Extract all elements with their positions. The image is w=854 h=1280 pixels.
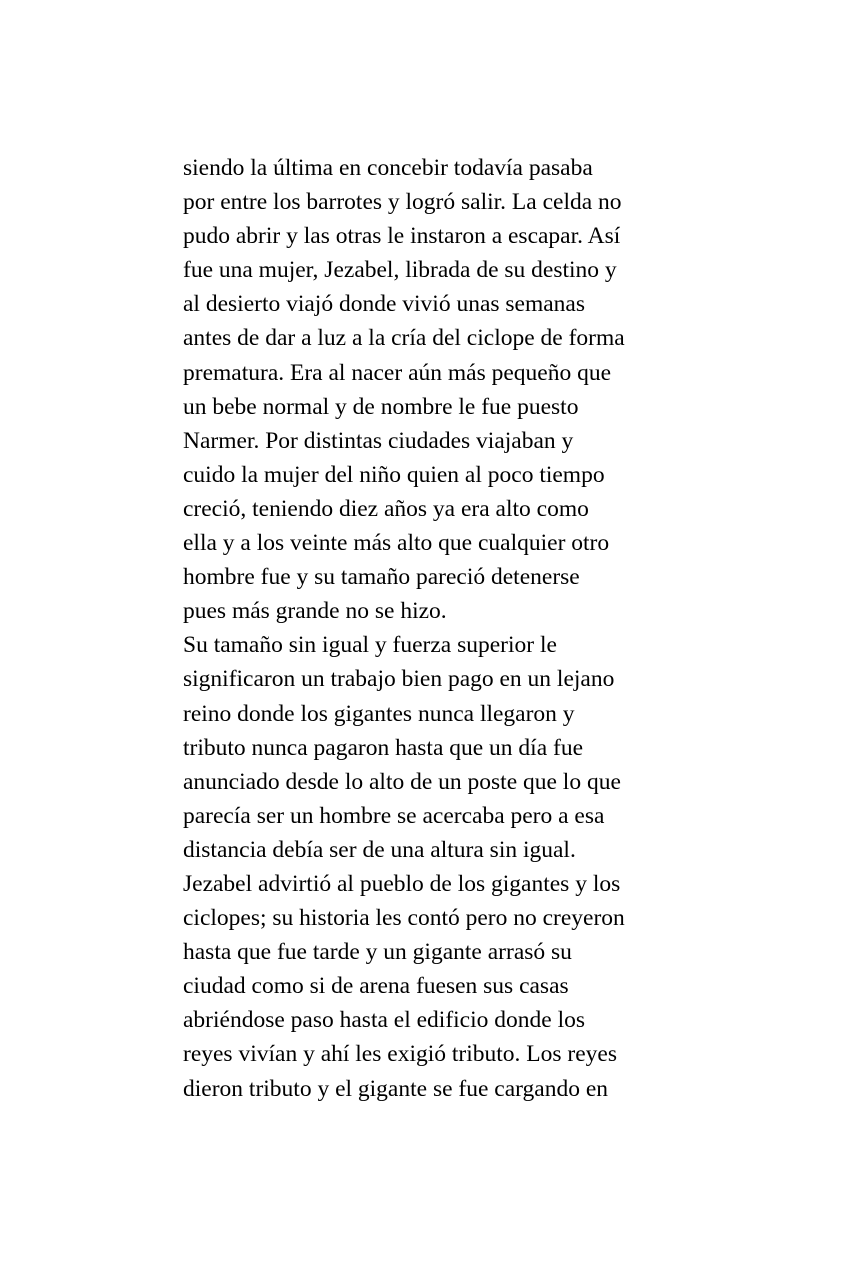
text-line: un bebe normal y de nombre le fue puesto xyxy=(183,393,579,420)
text-line: reino donde los gigantes nunca llegaron y xyxy=(183,700,575,727)
text-line: pudo abrir y las otras le instaron a escapar. Así xyxy=(183,223,621,250)
text-line: prematura. Era al nacer aún más pequeño que xyxy=(183,359,612,386)
text-line: abriéndose paso hasta el edificio donde los xyxy=(183,1007,585,1034)
text-line: distancia debía ser de una altura sin igual. xyxy=(183,836,576,863)
text-line: al desierto viajó donde vivió unas semanas xyxy=(183,291,586,318)
text-line: Su tamaño sin igual y fuerza superior le xyxy=(183,632,557,659)
text-line: siendo la última en concebir todavía pasaba xyxy=(183,155,593,181)
text-line: ciclopes; su historia les contó pero no creyeron xyxy=(183,905,625,932)
text-line: parecía ser un hombre se acercaba pero a esa xyxy=(183,802,605,829)
text-line: hasta que fue tarde y un gigante arrasó su xyxy=(183,939,572,966)
text-line: hombre fue y su tamaño pareció detenerse xyxy=(183,564,580,591)
text-line: ciudad como si de arena fuesen sus casas xyxy=(183,973,569,1000)
text-line: por entre los barrotes y logró salir. La celda no xyxy=(183,189,622,216)
text-line: creció, teniendo diez años ya era alto como xyxy=(183,495,589,522)
text-line: ella y a los veinte más alto que cualquier otro xyxy=(183,530,610,557)
text-line: significaron un trabajo bien pago en un lejano xyxy=(183,666,615,693)
text-line: fue una mujer, Jezabel, librada de su destino y xyxy=(183,257,617,284)
text-line: cuido la mujer del niño quien al poco tiempo xyxy=(183,461,605,488)
text-line: reyes vivían y ahí les exigió tributo. Los reyes xyxy=(183,1041,617,1068)
text-line: tributo nunca pagaron hasta que un día fue xyxy=(183,734,584,761)
text-line: Narmer. Por distintas ciudades viajaban y xyxy=(183,427,574,454)
text-line: dieron tributo y el gigante se fue cargando en xyxy=(183,1075,609,1102)
text-line: anunciado desde lo alto de un poste que lo que xyxy=(183,768,621,795)
body-text xyxy=(183,151,683,1106)
text-line: Jezabel advirtió al pueblo de los gigantes y los xyxy=(183,870,621,897)
text-line: antes de dar a luz a la cría del ciclope de forma xyxy=(183,325,625,352)
text-line: pues más grande no se hizo. xyxy=(183,598,447,625)
